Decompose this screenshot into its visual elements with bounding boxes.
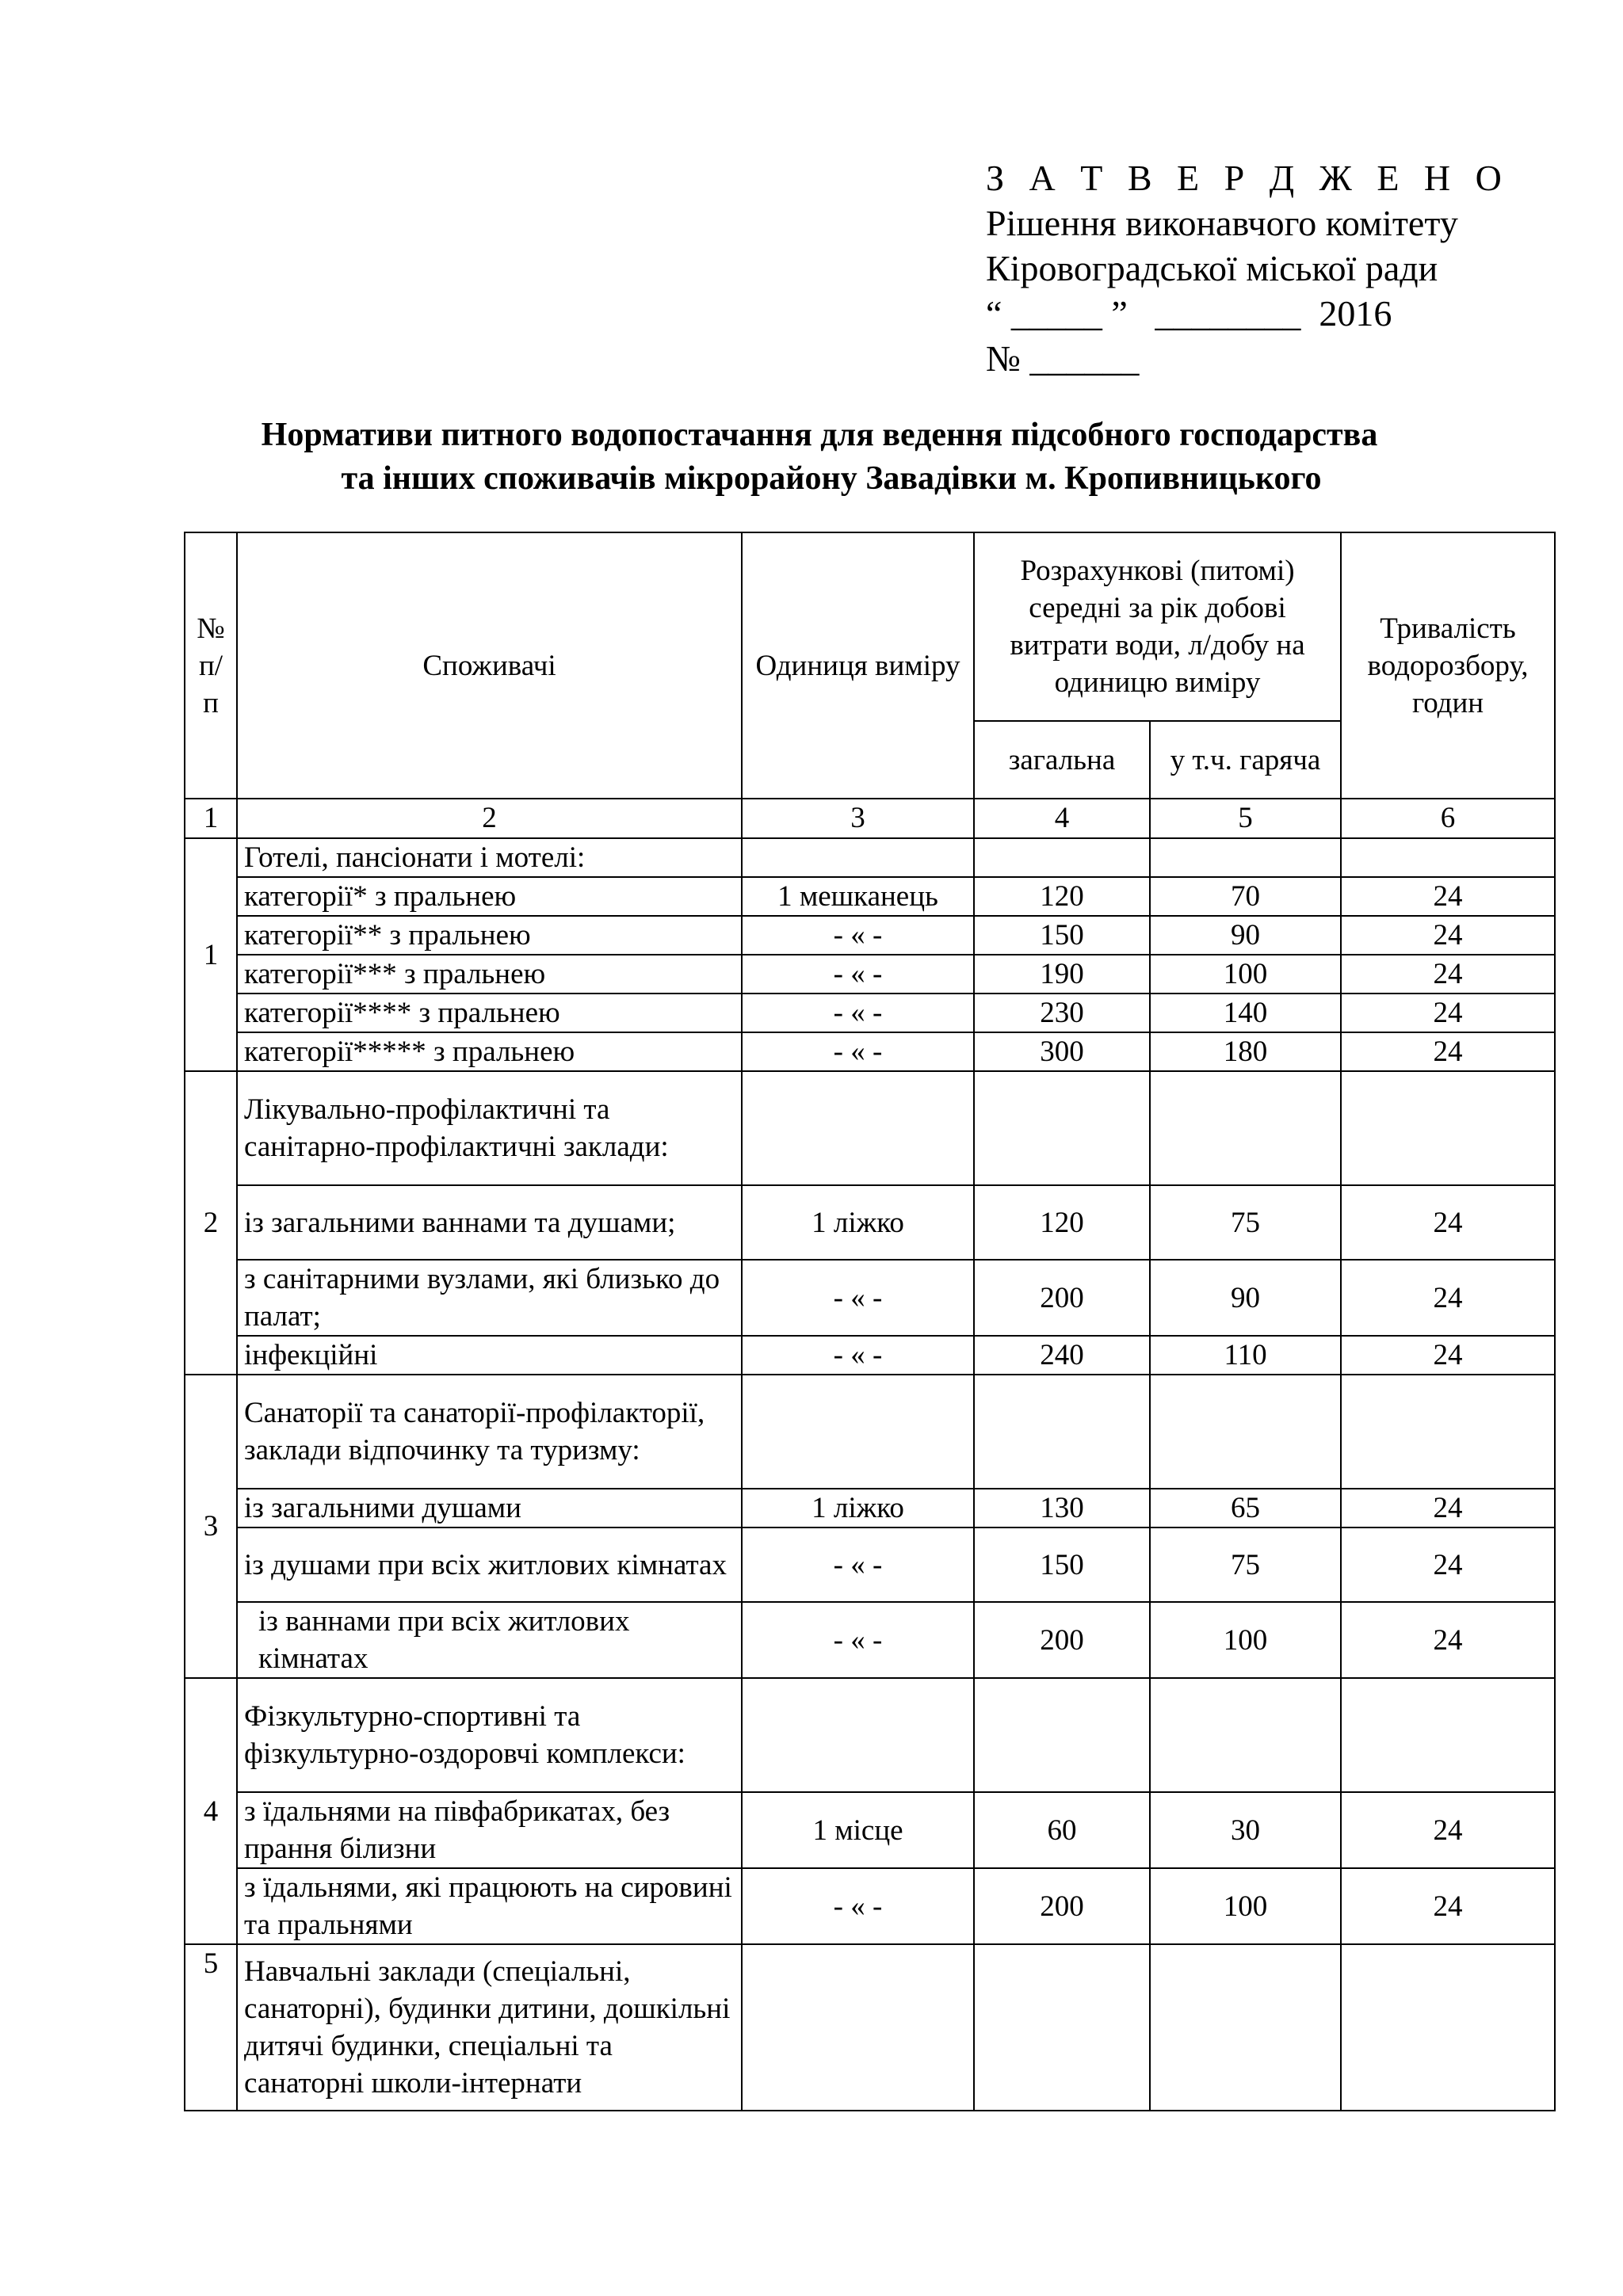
- consumer-name: категорії*** з пральнею: [237, 955, 742, 994]
- group-number: 2: [185, 1071, 237, 1375]
- table-row: [185, 1792, 1555, 1868]
- hours-cell: 24: [1341, 1602, 1555, 1678]
- unit-cell: 1 ліжко: [742, 1489, 974, 1527]
- column-number: 3: [742, 799, 974, 838]
- hot-cell: 180: [1150, 1032, 1341, 1071]
- hot-cell: 30: [1150, 1792, 1341, 1868]
- hours-cell: 24: [1341, 916, 1555, 955]
- group-number: 4: [185, 1678, 237, 1944]
- approval-date: “ _____ ” ________ 2016: [986, 293, 1392, 334]
- title-line-2: та інших споживачів мікрорайону Завадівки м. Кропивницького: [341, 460, 1322, 497]
- hot-cell: 110: [1150, 1336, 1341, 1375]
- total-cell: 60: [974, 1792, 1150, 1868]
- consumer-name: категорії***** з пральнею: [237, 1032, 742, 1071]
- group-title: Лікувально-профілактичні та санітарно-профілактичні заклади:: [237, 1071, 742, 1185]
- unit-cell: - « -: [742, 955, 974, 994]
- unit-cell: - « -: [742, 1527, 974, 1602]
- total-cell: 300: [974, 1032, 1150, 1071]
- unit-cell: 1 мешканець: [742, 877, 974, 916]
- group-title-row: [185, 1375, 1555, 1489]
- group-title: Санаторії та санаторії-профілакторії, заклади відпочинку та туризму:: [237, 1375, 742, 1489]
- consumer-name: з їдальнями на півфабрикатах, без прання білизни: [237, 1792, 742, 1868]
- hours-cell: 24: [1341, 1868, 1555, 1944]
- approval-number: № ______: [986, 338, 1140, 379]
- consumer-name: із загальними ваннами та душами;: [237, 1185, 742, 1260]
- consumer-name: категорії**** з пральнею: [237, 994, 742, 1032]
- approval-council: Кіровоградської міської ради: [986, 248, 1438, 288]
- unit-cell: - « -: [742, 916, 974, 955]
- consumer-name: з санітарними вузлами, які близько до палат;: [237, 1260, 742, 1336]
- table-row: [185, 955, 1555, 994]
- header-duration: Тривалість водорозбору, годин: [1341, 532, 1555, 799]
- hours-cell: 24: [1341, 1792, 1555, 1868]
- hot-cell: 100: [1150, 1868, 1341, 1944]
- group-number: 1: [185, 838, 237, 1071]
- group-title: Фізкультурно-спортивні та фізкультурно-оздоровчі комплекси:: [237, 1678, 742, 1792]
- unit-cell: - « -: [742, 1868, 974, 1944]
- hours-cell: 24: [1341, 1032, 1555, 1071]
- unit-cell: - « -: [742, 1602, 974, 1678]
- table-row: [185, 1260, 1555, 1336]
- hours-cell: 24: [1341, 1527, 1555, 1602]
- table-row: [185, 1602, 1555, 1678]
- consumer-name: інфекційні: [237, 1336, 742, 1375]
- consumer-name: із душами при всіх житлових кімнатах: [237, 1527, 742, 1602]
- total-cell: 230: [974, 994, 1150, 1032]
- header-num: № п/п: [185, 532, 237, 799]
- hot-cell: 140: [1150, 994, 1341, 1032]
- total-cell: 120: [974, 1185, 1150, 1260]
- table-row: [185, 1868, 1555, 1944]
- consumer-name: категорії* з пральнею: [237, 877, 742, 916]
- total-cell: 240: [974, 1336, 1150, 1375]
- unit-cell: - « -: [742, 1336, 974, 1375]
- group-title-row: [185, 838, 1555, 877]
- hours-cell: 24: [1341, 955, 1555, 994]
- column-number: 4: [974, 799, 1150, 838]
- group-title: Навчальні заклади (спеціальні, санаторні), будинки дитини, дошкільні дитячі будинки, спеціальні та санаторні школи-інтернати: [237, 1944, 742, 2111]
- table-row: [185, 916, 1555, 955]
- group-title-row: [185, 1944, 1555, 2111]
- total-cell: 190: [974, 955, 1150, 994]
- column-number: 6: [1341, 799, 1555, 838]
- total-cell: 150: [974, 1527, 1150, 1602]
- approval-stamp: [986, 155, 1510, 381]
- unit-cell: - « -: [742, 1260, 974, 1336]
- hot-cell: 75: [1150, 1527, 1341, 1602]
- table-row: [185, 877, 1555, 916]
- hot-cell: 90: [1150, 1260, 1341, 1336]
- column-number: 1: [185, 799, 237, 838]
- header-unit: Одиниця виміру: [742, 532, 974, 799]
- header-hot: у т.ч. гаряча: [1150, 721, 1341, 799]
- approval-heading: З А Т В Е Р Д Ж Е Н О: [986, 158, 1510, 198]
- group-title: Готелі, пансіонати і мотелі:: [237, 838, 742, 877]
- unit-cell: 1 ліжко: [742, 1185, 974, 1260]
- consumer-name: із ваннами при всіх житлових кімнатах: [237, 1602, 742, 1678]
- total-cell: 200: [974, 1602, 1150, 1678]
- hours-cell: 24: [1341, 1336, 1555, 1375]
- total-cell: 120: [974, 877, 1150, 916]
- column-number: 5: [1150, 799, 1341, 838]
- hours-cell: 24: [1341, 877, 1555, 916]
- table-row: [185, 994, 1555, 1032]
- document-title: [0, 414, 1623, 501]
- group-number: 5: [185, 1944, 237, 2111]
- approval-decision: Рішення виконавчого комітету: [986, 203, 1458, 243]
- hot-cell: 100: [1150, 1602, 1341, 1678]
- header-consumers: Споживачі: [237, 532, 742, 799]
- column-numbers-row: [185, 799, 1555, 838]
- hot-cell: 75: [1150, 1185, 1341, 1260]
- hours-cell: 24: [1341, 1489, 1555, 1527]
- table-row: [185, 1489, 1555, 1527]
- hours-cell: 24: [1341, 1185, 1555, 1260]
- total-cell: 150: [974, 916, 1150, 955]
- total-cell: 200: [974, 1868, 1150, 1944]
- group-title-row: [185, 1678, 1555, 1792]
- hours-cell: 24: [1341, 1260, 1555, 1336]
- table-row: [185, 1336, 1555, 1375]
- table-row: [185, 1032, 1555, 1071]
- group-number: 3: [185, 1375, 237, 1678]
- table-row: [185, 1185, 1555, 1260]
- norms-table: [184, 532, 1556, 2111]
- consumer-name: категорії** з пральнею: [237, 916, 742, 955]
- group-title-row: [185, 1071, 1555, 1185]
- hot-cell: 90: [1150, 916, 1341, 955]
- unit-cell: - « -: [742, 994, 974, 1032]
- unit-cell: - « -: [742, 1032, 974, 1071]
- total-cell: 130: [974, 1489, 1150, 1527]
- total-cell: 200: [974, 1260, 1150, 1336]
- header-total: загальна: [974, 721, 1150, 799]
- unit-cell: 1 місце: [742, 1792, 974, 1868]
- title-line-1: Нормативи питного водопостачання для ведення підсобного господарства: [261, 417, 1378, 453]
- consumer-name: із загальними душами: [237, 1489, 742, 1527]
- column-number: 2: [237, 799, 742, 838]
- hours-cell: 24: [1341, 994, 1555, 1032]
- hot-cell: 65: [1150, 1489, 1341, 1527]
- hot-cell: 70: [1150, 877, 1341, 916]
- consumer-name: з їдальнями, які працюють на сировині та пральнями: [237, 1868, 742, 1944]
- hot-cell: 100: [1150, 955, 1341, 994]
- table-row: [185, 1527, 1555, 1602]
- header-rates: Розрахункові (питомі) середні за рік добові витрати води, л/добу на одиницю виміру: [974, 532, 1341, 721]
